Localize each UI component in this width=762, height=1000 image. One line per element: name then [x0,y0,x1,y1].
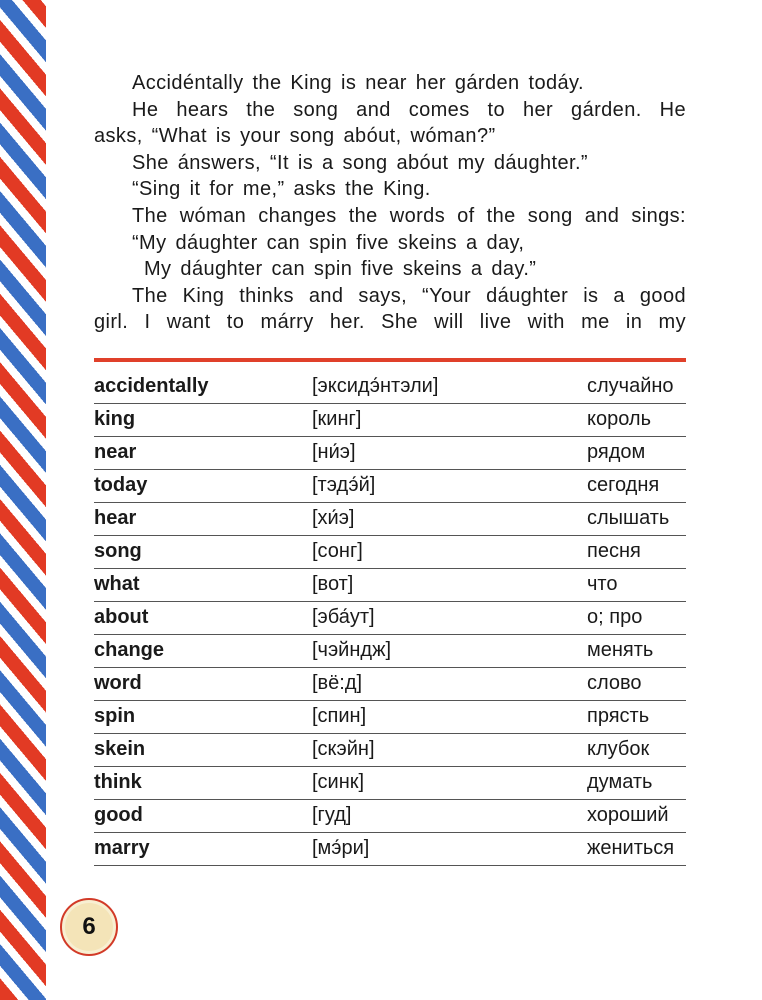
vocab-word: spin [94,700,312,733]
vocab-word: think [94,766,312,799]
table-row [94,601,686,634]
vocab-translation: король [587,403,686,436]
vocab-word: good [94,799,312,832]
table-row [94,733,686,766]
section-divider [94,358,686,362]
table-row [94,436,686,469]
table-row [94,634,686,667]
vocab-word: skein [94,733,312,766]
vocab-translation: что [587,568,686,601]
table-row [94,469,686,502]
vocab-transcription: [хи́э] [312,502,587,535]
vocab-word: about [94,601,312,634]
vocab-transcription: [спин] [312,700,587,733]
table-row [94,799,686,832]
table-row [94,568,686,601]
story-line: “My dáughter can spin five skeins a day, [132,231,525,254]
striped-border [0,0,46,1000]
vocab-transcription: [скэйн] [312,733,587,766]
vocab-transcription: [мэ́ри] [312,832,587,865]
story-line: He hears the song and comes to her gárden. He [132,98,686,121]
vocab-word: accidentally [94,370,312,403]
table-row [94,403,686,436]
vocab-word: word [94,667,312,700]
vocab-transcription: [синк] [312,766,587,799]
vocab-word: today [94,469,312,502]
table-row [94,667,686,700]
table-row [94,832,686,865]
story-line: The wóman changes the words of the song and sings: [132,204,686,227]
vocab-transcription: [эба́ут] [312,601,587,634]
table-row [94,766,686,799]
vocab-word: king [94,403,312,436]
story-text [94,70,686,336]
story-line: girl. I want to márry her. She will live with me in my [94,311,686,334]
vocab-word: change [94,634,312,667]
vocab-transcription: [гуд] [312,799,587,832]
vocab-translation: клубок [587,733,686,766]
vocab-translation: жениться [587,832,686,865]
vocab-transcription: [сонг] [312,535,587,568]
story-line: Accidéntally the King is near her gárden todáy. [132,72,584,94]
vocab-word: marry [94,832,312,865]
vocab-translation: рядом [587,436,686,469]
vocab-translation: случайно [587,370,686,403]
vocab-transcription: [вот] [312,568,587,601]
vocab-translation: песня [587,535,686,568]
vocab-word: what [94,568,312,601]
table-row [94,502,686,535]
table-row [94,535,686,568]
vocab-translation: о; про [587,601,686,634]
vocab-translation: прясть [587,700,686,733]
story-line: The King thinks and says, “Your dáughter is a good [132,284,686,307]
vocab-transcription: [вё:д] [312,667,587,700]
vocab-transcription: [кинг] [312,403,587,436]
page-number: 6 [82,913,96,940]
vocab-translation: сегодня [587,469,686,502]
vocab-translation: хороший [587,799,686,832]
story-line: “Sing it for me,” asks the King. [132,178,431,201]
vocab-transcription: [тэдэ́й] [312,469,587,502]
vocab-word: near [94,436,312,469]
vocab-word: song [94,535,312,568]
vocab-word: hear [94,502,312,535]
vocab-translation: думать [587,766,686,799]
vocabulary-table [94,370,686,866]
vocab-translation: слово [587,667,686,700]
story-line: asks, “What is your song abóut, wóman?” [94,125,496,148]
page-number-badge [60,898,118,956]
story-line: She ánswers, “It is a song abóut my dáughter.” [132,151,588,174]
vocab-transcription: [чэйндж] [312,634,587,667]
story-line: My dáughter can spin five skeins a day.” [144,258,537,281]
table-row [94,700,686,733]
table-row [94,370,686,403]
vocab-transcription: [ни́э] [312,436,587,469]
vocab-transcription: [эксидэ́нтэли] [312,370,587,403]
vocab-translation: менять [587,634,686,667]
vocab-translation: слышать [587,502,686,535]
